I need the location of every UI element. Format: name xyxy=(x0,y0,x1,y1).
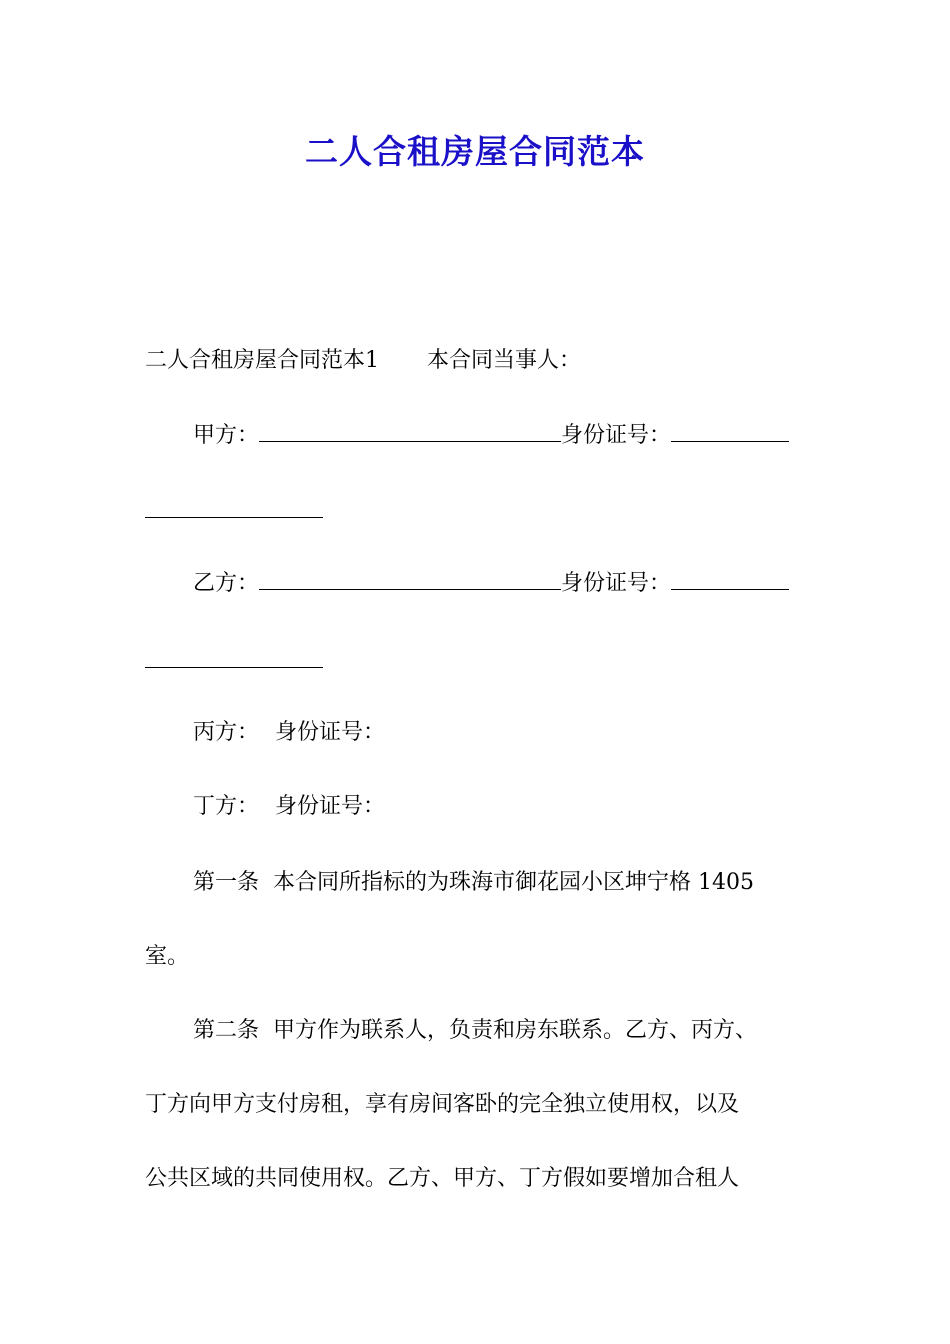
article-2-line-2: 丁方向甲方支付房租，享有房间客卧的完全独立使用权，以及 xyxy=(145,1092,740,1117)
party-a-line xyxy=(193,419,789,452)
party-b-line xyxy=(193,567,789,600)
party-d-line xyxy=(193,791,385,823)
party-b-name-blank[interactable] xyxy=(259,567,561,590)
intro-heading: 二人合租房屋合同范本1 xyxy=(145,348,379,373)
document-title: 二人合租房屋合同范本 xyxy=(305,132,645,171)
party-d-label: 丁方： xyxy=(193,794,260,819)
article-1-line-2: 室。 xyxy=(145,944,190,969)
party-b-id-blank-continued[interactable] xyxy=(145,667,323,668)
party-a-id-blank-continued[interactable] xyxy=(145,517,323,518)
party-a-id-label: 身份证号： xyxy=(561,423,672,448)
article-1-line-1: 第一条 本合同所指标的为珠海市御花园小区坤宁格 1405 xyxy=(193,870,754,895)
article-2-line-3: 公共区域的共同使用权。乙方、甲方、丁方假如要增加合租人 xyxy=(145,1166,740,1191)
party-a-label: 甲方： xyxy=(193,423,260,448)
party-b-id-label: 身份证号： xyxy=(561,571,672,596)
intro-parties: 本合同当事人： xyxy=(427,348,582,373)
party-d-id-label: 身份证号： xyxy=(275,794,386,819)
party-b-label: 乙方： xyxy=(193,571,260,596)
party-b-id-blank[interactable] xyxy=(671,567,789,590)
party-a-id-blank[interactable] xyxy=(671,419,789,442)
intro-line xyxy=(145,345,581,377)
party-a-name-blank[interactable] xyxy=(259,419,561,442)
party-c-label: 丙方： xyxy=(193,720,260,745)
article-2-line-1: 第二条 甲方作为联系人，负责和房东联系。乙方、丙方、 xyxy=(193,1018,757,1043)
party-c-id-label: 身份证号： xyxy=(275,720,386,745)
party-c-line xyxy=(193,717,385,749)
